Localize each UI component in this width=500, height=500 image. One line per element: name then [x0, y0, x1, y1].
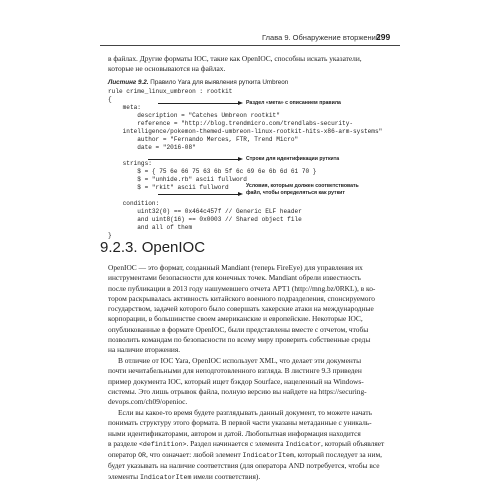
annotation-strings: Строки для идентификации руткита [246, 156, 340, 162]
code-line: description = "Catches Umbreon rootkit" [108, 112, 280, 119]
annotation-meta: Раздел «мета» с описанием правила [246, 100, 341, 106]
paragraph-line [108, 450, 400, 461]
paragraph-line: пример документа IOC, который ищет бэкдор Sourface, нацеленный на Windows- [108, 376, 364, 386]
inline-code: IndicatorItem [139, 473, 192, 481]
paragraph-line: после публикации в 2013 году нашумевшего отчета APT1 (http://mng.bz/0RKL), в ко- [108, 283, 376, 293]
arrowhead-icon [238, 101, 243, 105]
paragraph-line: В отличие от IOC Yara, OpenIOC использует XML, что делает эти документы [118, 356, 362, 365]
code-line: condition: [108, 200, 160, 207]
section-heading: 9.2.3. OpenIOC [100, 239, 206, 256]
paragraph-line [108, 439, 400, 450]
annotation-condition-line: Условия, которым должен соответствовать [246, 183, 359, 189]
annotation-arrow-strings [148, 159, 238, 160]
code-line: intelligence/pokemon-themed-umbreon-linux-rootkit-hits-x86-arm-systems" [108, 128, 383, 135]
intro-line: в файлах. Другие форматы IOC, такие как OpenIOC, способны искать указатели, [108, 54, 362, 63]
page-number: 299 [376, 32, 391, 42]
annotation-arrow-condition [158, 194, 238, 195]
code-line: $ = "unhide.rb" ascii fullword [108, 176, 247, 183]
code-line: } [108, 232, 112, 239]
listing-caption [108, 79, 288, 86]
annotation-condition [246, 183, 359, 196]
code-listing [108, 88, 382, 240]
paragraph-line: почти нечитабельными для неподготовленного взгляда. В листинге 9.3 приведен [108, 366, 362, 376]
paragraph-line: государством, задачей которого было совершать хакерские атаки на международные [108, 304, 374, 314]
inline-code: OR [138, 452, 147, 460]
text-run: , который последует за ним, [293, 450, 382, 460]
paragraph-line: ными идентификаторами, автором и датой. Любопытная информация находится [108, 428, 361, 438]
code-line: meta: [108, 104, 141, 111]
paragraph-line: тором раскрывалась активность китайского военного подразделения, спонсируемого [108, 293, 375, 303]
code-line: { [108, 96, 112, 103]
code-line: and all of them [108, 224, 193, 231]
code-line: $ = "rkit" ascii fullword [108, 184, 229, 191]
text-run: . Раздел начинается с элемента [186, 438, 286, 448]
paragraph-line: инструментами безопасности для конечных точек. Mandiant обрели известность [108, 273, 361, 283]
text-run: имели соответствия). [191, 471, 261, 481]
annotation-condition-line: файл, чтобы определяться как руткит [246, 189, 345, 196]
intro-paragraph [108, 54, 400, 74]
paragraph-line: на наличие вторжения. [108, 345, 181, 355]
paragraph-line: OpenIOC — это формат, созданный Mandiant (теперь FireEye) для управления их [108, 263, 363, 272]
code-line: date = "2016-08" [108, 144, 196, 151]
arrowhead-icon [238, 192, 243, 196]
code-line: and uint8(16) == 0x0003 // Shared object file [108, 216, 302, 223]
header-rule [100, 45, 400, 46]
paragraph-2 [108, 356, 400, 407]
text-run: элементы [108, 471, 140, 481]
text-run: в разделе [108, 438, 139, 448]
text-run: оператор [108, 450, 139, 460]
inline-code: Indicator [285, 440, 321, 448]
paragraph-line: системы. Это лишь отрывок файла, полную версию вы найдете на https://securing- [108, 386, 367, 396]
listing-label: Листинг 9.2. [108, 79, 149, 86]
listing-title: Правило Yara для выявления руткита Umbreon [148, 79, 289, 86]
code-line: reference = "http://blog.trendmicro.com/trendlabs-security- [108, 120, 354, 127]
paragraph-line [108, 472, 400, 483]
paragraph-line: Если вы какое-то время будете разглядывать данный документ, то можете начать [118, 408, 372, 417]
code-line: $ = { 75 6e 66 75 63 6b 5f 6c 69 6e 6b 6d 61 70 } [108, 168, 317, 175]
paragraph-1 [108, 263, 400, 356]
running-header-chapter: Глава 9. Обнаружение вторжений [262, 33, 381, 42]
paragraph-line: позволить командам по безопасности по всему миру проверить собственные среды [108, 335, 371, 345]
paragraph-line: будет указывать на наличие соответствия (для оператора AND потребуется, чтобы все [108, 461, 380, 471]
code-line: author = "Fernando Merces, FTR, Trend Micro" [108, 136, 299, 143]
arrowhead-icon [238, 157, 243, 161]
inline-code: <definition> [138, 440, 187, 448]
text-run: , который объявляет [321, 438, 385, 448]
paragraph-line: понимать структуру этого формата. В первой части указаны метаданные с уникаль- [108, 418, 372, 428]
paragraph-3 [108, 408, 400, 483]
paragraph-line: корпорации, в большинстве своем американские и европейские. Некоторые IOC, [108, 314, 363, 324]
paragraph-line: devops.com/ch09/openioc. [108, 397, 188, 407]
paragraph-line: опубликованные в формате OpenIOC, были представлены вместе с отчетом, чтобы [108, 324, 369, 334]
text-run: , что означает: любой элемент [146, 450, 243, 460]
code-line: uint32(0) == 0x464c457f // Generic ELF header [108, 208, 302, 215]
code-line: rule crime_linux_umbreon : rootkit [108, 88, 233, 95]
annotation-arrow-meta [158, 103, 238, 104]
inline-code: IndicatorItem [242, 452, 294, 460]
code-line: strings: [108, 160, 152, 167]
intro-line: которые не основываются на файлах. [108, 64, 226, 73]
